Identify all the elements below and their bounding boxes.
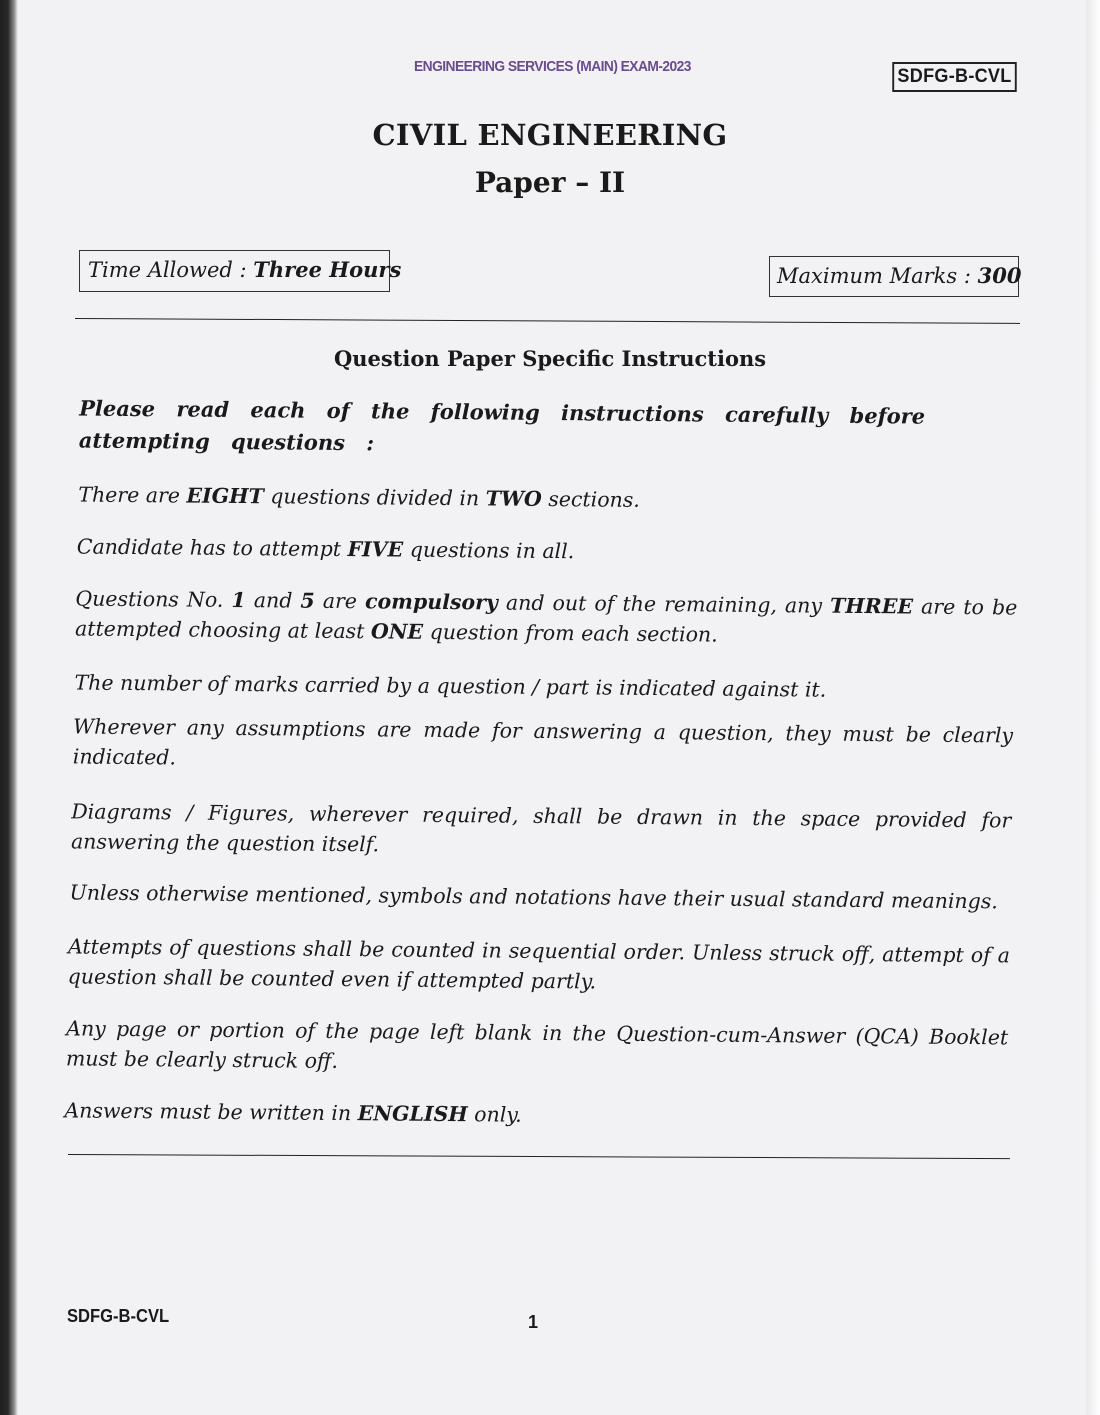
instruction-item: Answers must be written in ENGLISH only. xyxy=(64,1098,522,1127)
time-allowed-value: Three Hours xyxy=(253,257,402,282)
footer-paper-code: SDFG-B-CVL xyxy=(67,1306,170,1326)
intro-instruction: Please read each of the following instructions carefully before attempting questions : xyxy=(78,395,926,456)
instruction-item: The number of marks carried by a question / part is indicated against it. xyxy=(74,670,827,702)
instruction-item: Diagrams / Figures, wherever required, shall be drawn in the space provided for answering the question itself. xyxy=(70,799,1012,857)
instruction-item: Questions No. 1 and 5 are compulsory and out of the remaining, any THREE are to be attempted choosing at least ONE question from each section. xyxy=(74,586,1018,647)
instruction-item: Any page or portion of the page left blank in the Question-cum-Answer (QCA) Booklet must be clearly struck off. xyxy=(65,1016,1009,1073)
paper-subtitle: Paper – II xyxy=(474,166,626,199)
instruction-item: There are EIGHT questions divided in TWO sections. xyxy=(78,482,640,512)
instruction-item: Unless otherwise mentioned, symbols and notations have their usual standard meanings. xyxy=(69,880,998,914)
instruction-item: Attempts of questions shall be counted in sequential order. Unless struck off, attempt of a question shall be counted even if attempted partly. xyxy=(67,934,1011,994)
instructions-heading: Question Paper Specific Instructions xyxy=(333,346,767,371)
instruction-item: Wherever any assumptions are made for answering a question, they must be clearly indicated. xyxy=(72,714,1014,770)
time-allowed-label: Time Allowed : xyxy=(88,258,254,282)
paper-code-box: SDFG-B-CVL xyxy=(892,62,1016,92)
instruction-item: Candidate has to attempt FIVE questions in all. xyxy=(76,534,575,564)
page-title: CIVIL ENGINEERING xyxy=(372,118,728,152)
page-number: 1 xyxy=(528,1312,539,1332)
maximum-marks-label: Maximum Marks : xyxy=(777,264,978,288)
maximum-marks-value: 300 xyxy=(977,263,1022,288)
exam-stamp: ENGINEERING SERVICES (MAIN) EXAM-2023 xyxy=(414,58,691,75)
